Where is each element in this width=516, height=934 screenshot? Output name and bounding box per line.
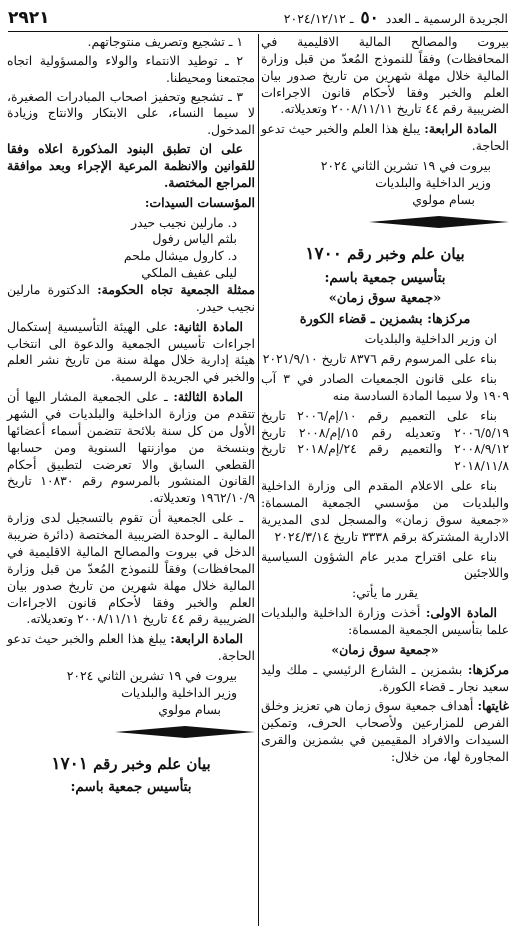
- page-header: [8, 6, 508, 32]
- section-divider-ornament: [369, 215, 509, 229]
- page-number: ٢٩٢١: [8, 8, 50, 28]
- article-3-paragraph: [7, 389, 255, 507]
- article-1-text: أخذت وزارة الداخلية والبلديات علما بتأسيس الجمعية المسماة:: [261, 605, 509, 638]
- founder-name: ليلى عفيف الملكي: [141, 265, 237, 281]
- goal-item-1: ١ ـ تشجيع وتصريف منتوجاتهم.: [87, 34, 243, 49]
- goals-label: غايتها:: [477, 698, 509, 714]
- signature-date: بيروت في ١٩ تشرين الثاني ٢٠٢٤: [320, 158, 491, 174]
- notice-subtitle: بتأسيس جمعية باسم:: [70, 779, 192, 796]
- article-4-text: يبلغ هذا العلم والخبر حيث تدعو الحاجة.: [261, 121, 509, 154]
- notice-subtitle: بتأسيس جمعية باسم:: [324, 269, 446, 286]
- article-4-label: المادة الرابعة:: [170, 631, 243, 647]
- founder-name: بلثم الياس رفول: [152, 231, 237, 247]
- running-title: [284, 8, 508, 28]
- goals-text: أهداف جمعية سوق زمان هي تعزيز وخلق الفرص للمزارعين ولأصحاب الحرف، وتمكين السيدات والافراد المقيمين في بشمزين والقرى المجاورة لها، من خلال:: [261, 698, 509, 765]
- basis-circulars: بناء على التعميم رقم ١٠/إم/٢٠٠٦ تاريخ ٢٠٠٦/٥/١٩ وتعديله رقم ١٥/إم/٢٠٠٨ تاريخ ٢٠٠٨/٩/١٢ والتعميم رقم ٢٤/إم/٢٠١٨ تاريخ ٢٠١٨/١١/٨: [261, 407, 510, 474]
- representative-text: الدكتورة مارلين نجيب حيدر.: [7, 282, 255, 314]
- tax-registration-paragraph: بيروت والمصالح المالية الاقليمية في المحافظات) وفقاً للنموذج المُعدّ من قبل وزارة المالية خلال مهلة شهرين من تاريخ صدور بيان العلم والخبر وفقا لأحكام قانون الاجراءات الضريبية رقم ٤٤ تاريخ ٢٠٠٨/١١/١١ وتعديلاته.: [261, 34, 509, 117]
- goals-paragraph: [261, 698, 509, 765]
- basis-proposal: بناء على اقتراح مدير عام الشؤون السياسية واللاجئين: [261, 548, 509, 581]
- goal-item-3: ٣ ـ تشجيع وتحفيز اصحاب المبادرات الصغيرة، لا سيما النساء، على الابتكار والانتاج وزيادة المدخول.: [7, 88, 255, 138]
- notice-1701-title: [7, 753, 255, 776]
- column-divider: [258, 34, 259, 926]
- founder-name: د. كارول ميشال ملحم: [123, 248, 237, 264]
- notice-number: ١٧٠١: [51, 754, 88, 775]
- headquarters-text: بشمزين ـ الشارع الرئيسي ـ ملك وليد سعيد نجار ـ قضاء الكورة.: [261, 661, 509, 694]
- article-4-text: يبلغ هذا العلم والخبر حيث تدعو الحاجة.: [7, 631, 255, 664]
- article-2-label: المادة الثانية:: [173, 318, 243, 334]
- article-4-paragraph: [261, 121, 509, 155]
- article-2-text: على الهيئة التأسيسية إستكمال اجراءات تأسيس الجمعية والدعوة الى انتخاب هيئة إدارية خلال مهلة سنة من تاريخ نشر العلم والخبر في الجريدة الرسمية.: [7, 318, 255, 385]
- notice-1700-title: [261, 243, 509, 266]
- basis-decree: بناء على المرسوم رقم ٨٣٧٦ تاريخ ٢٠٢١/٩/١٠: [262, 351, 497, 367]
- issue-date: ـ ٢٠٢٤/١٢/١٢: [283, 11, 354, 26]
- association-name: «جمعية سوق زمان»: [328, 290, 442, 306]
- representative-label: ممثلة الجمعية تجاه الحكومة:: [97, 282, 255, 298]
- association-headquarters: مركزها: بشمزين ـ قضاء الكورة: [299, 311, 471, 327]
- basis-law: بناء على قانون الجمعيات الصادر في ٣ آب ١٩٠٩ ولا سيما المادة السادسة منه: [261, 370, 509, 403]
- basis-notification: بناء على الاعلام المقدم الى وزارة الداخلية والبلديات من مؤسسي الجمعية المسماة: «جمعية سوق زمان» والمسجل لدى المديرية الادارية المشتركة برقم ٣٣٣٨ تاريخ ٢٠٢٤/٣/١٤: [261, 478, 509, 544]
- headquarters-label: مركزها:: [467, 661, 509, 677]
- goal-item-2: ٢ ـ توطيد الانتماء والولاء والمسؤولية اتجاه مجتمعنا ومحيطنا.: [7, 52, 255, 85]
- section-divider-ornament: [115, 725, 255, 739]
- government-representative: [7, 282, 255, 316]
- goals-list: [7, 34, 255, 139]
- article-3-text: ـ على الجمعية المشار اليها أن تتقدم من وزارة الداخلية والبلديات في الشهر الأول من كل سنة بلائحة تتضمن أسماء أعضائها وبنسخة من موازنتها السنوية ومن حسابها القطعي السابق والا تعرضت لتطبيق أحكام القانون المنشور بالمرسوم رقم ١٠٨٣٠ تاريخ ١٩٦٢/١٠/٩ وتعديلاته.: [7, 389, 256, 506]
- article-3-tax-paragraph: ـ على الجمعية أن تقوم بالتسجيل لدى وزارة المالية ـ الوحدة الضريبية المختصة (دائرة ضريبة الدخل في بيروت والمصالح المالية الاقليمية في المحافظات) وفقاً للنموذج المُعدّ من قبل وزارة المالية خلال مهلة شهرين من تاريخ صدور بيان العلم والخبر وفقا لأحكام قانون الاجراءات الضريبية رقم ٤٤ تاريخ ٢٠٠٨/١١/١١ وتعديلاته.: [7, 510, 255, 627]
- article-2-paragraph: [7, 319, 255, 386]
- article-1-label: المادة الاولى:: [425, 605, 497, 621]
- article-1-association-name: «جمعية سوق زمان»: [331, 641, 439, 657]
- left-column: [7, 34, 255, 800]
- signature-name: بسام مولوي: [158, 701, 221, 717]
- notice-title-prefix: بيان علم وخبر رقم: [347, 245, 465, 264]
- article-1-paragraph: [261, 605, 509, 639]
- compliance-condition: على ان تطبق البنود المذكورة اعلاه وفقا للقوانين والانظمة المرعية الإجراء وبعد موافقة المراجع المختصة.: [7, 141, 255, 190]
- article-4-paragraph: [7, 631, 255, 665]
- founder-name: د. مارلين نجيب حيدر: [131, 214, 237, 230]
- signature-role: وزير الداخلية والبلديات: [375, 174, 491, 190]
- signature-role: وزير الداخلية والبلديات: [121, 684, 237, 700]
- decides-line: يقرر ما يأتي:: [351, 585, 418, 601]
- gazette-name: الجريدة الرسمية ـ العدد: [385, 11, 508, 26]
- notice-title-prefix: بيان علم وخبر رقم: [93, 755, 211, 774]
- intro-line: ان وزير الداخلية والبلديات: [364, 331, 497, 347]
- signature-date: بيروت في ١٩ تشرين الثاني ٢٠٢٤: [66, 667, 237, 683]
- right-column: [261, 34, 509, 769]
- issue-number: ٥٠: [360, 8, 379, 28]
- article-3-label: المادة الثالثة:: [173, 389, 243, 405]
- signature-name: بسام مولوي: [412, 191, 475, 207]
- founders-label: المؤسسات السيدات:: [144, 194, 255, 210]
- headquarters-paragraph: [261, 662, 509, 696]
- notice-number: ١٧٠٠: [305, 244, 342, 265]
- article-4-label: المادة الرابعة:: [424, 121, 497, 137]
